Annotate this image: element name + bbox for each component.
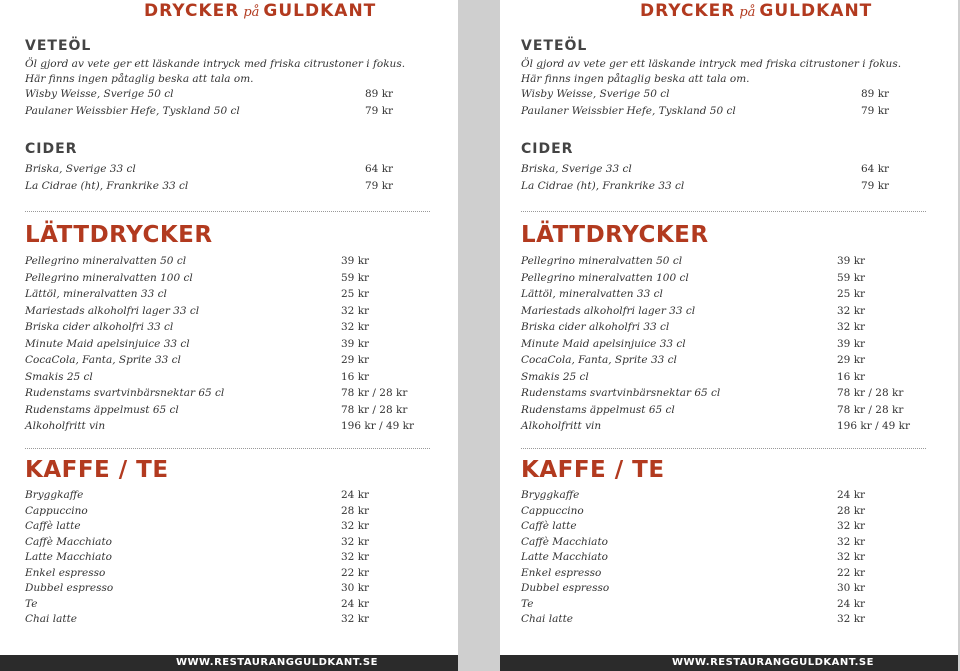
item-price: 79 kr bbox=[861, 180, 890, 192]
brand-word-drycker: DRYCKER bbox=[640, 1, 736, 21]
footer-bar bbox=[500, 655, 958, 671]
menu-item-row bbox=[25, 288, 425, 304]
item-price: 24 kr bbox=[341, 489, 370, 501]
item-name: Caffè Macchiato bbox=[521, 535, 608, 548]
item-price: 28 kr bbox=[837, 504, 866, 517]
item-price: 32 kr bbox=[837, 321, 866, 333]
item-price: 196 kr / 49 kr bbox=[837, 420, 911, 432]
brand-word-pa: på bbox=[739, 5, 756, 20]
menu-item-row bbox=[521, 567, 921, 583]
brand-word-pa: på bbox=[243, 5, 260, 20]
item-price: 29 kr bbox=[341, 354, 370, 366]
item-name: Briska cider alkoholfri 33 cl bbox=[521, 321, 670, 333]
menu-page-left bbox=[0, 0, 458, 671]
menu-item-row bbox=[521, 305, 921, 321]
item-price: 39 kr bbox=[837, 337, 866, 350]
item-price: 32 kr bbox=[341, 613, 370, 625]
menu-item-row bbox=[25, 613, 425, 629]
menu-item-row bbox=[521, 551, 921, 567]
website-url: WWW.RESTAURANGGULDKANT.SE bbox=[672, 657, 874, 668]
section-title-veteol: VETEÖL bbox=[521, 38, 588, 54]
brand-word-guldkant: GULDKANT bbox=[759, 1, 873, 21]
menu-item-row bbox=[25, 272, 425, 288]
menu-item-row bbox=[521, 387, 921, 403]
item-name: Minute Maid apelsinjuice 33 cl bbox=[25, 337, 190, 350]
menu-item-row bbox=[521, 489, 921, 505]
item-price: 32 kr bbox=[837, 551, 866, 563]
menu-item-row bbox=[25, 582, 425, 598]
item-price: 22 kr bbox=[341, 566, 370, 579]
menu-item-row bbox=[25, 551, 425, 567]
item-name: Bryggkaffe bbox=[25, 489, 84, 501]
menu-item-row bbox=[521, 163, 921, 179]
item-price: 59 kr bbox=[341, 271, 370, 284]
section-title-lattdrycker: LÄTTDRYCKER bbox=[521, 222, 709, 248]
menu-item-row bbox=[25, 598, 425, 614]
item-price: 32 kr bbox=[341, 535, 370, 548]
item-name: La Cidrae (ht), Frankrike 33 cl bbox=[25, 180, 189, 192]
item-name: Smakis 25 cl bbox=[521, 370, 589, 383]
item-name: Lättöl, mineralvatten 33 cl bbox=[521, 288, 663, 300]
item-name: Briska, Sverige 33 cl bbox=[521, 163, 632, 175]
section-title-kaffe-te: KAFFE / TE bbox=[521, 457, 665, 483]
item-name: Rudenstams svartvinbärsnektar 65 cl bbox=[25, 387, 225, 399]
item-name: Briska, Sverige 33 cl bbox=[25, 163, 136, 175]
menu-item-row bbox=[25, 305, 425, 321]
menu-item-row bbox=[521, 598, 921, 614]
item-name: CocaCola, Fanta, Sprite 33 cl bbox=[521, 354, 677, 366]
item-price: 39 kr bbox=[837, 255, 866, 267]
item-name: Dubbel espresso bbox=[521, 582, 610, 594]
item-name: Bryggkaffe bbox=[521, 489, 580, 501]
section-title-lattdrycker: LÄTTDRYCKER bbox=[25, 222, 213, 248]
item-price: 78 kr / 28 kr bbox=[837, 403, 904, 416]
item-name: Pellegrino mineralvatten 50 cl bbox=[521, 255, 683, 267]
item-name: Enkel espresso bbox=[25, 566, 106, 579]
menu-item-row bbox=[25, 420, 425, 436]
item-price: 32 kr bbox=[341, 551, 370, 563]
menu-item-row bbox=[521, 536, 921, 552]
menu-item-row bbox=[521, 180, 921, 196]
item-price: 64 kr bbox=[861, 163, 890, 175]
menu-item-row bbox=[521, 582, 921, 598]
item-name: Te bbox=[25, 597, 38, 610]
item-name: La Cidrae (ht), Frankrike 33 cl bbox=[521, 180, 685, 192]
beer-description-line1: Öl gjord av vete ger ett läskande intryck med friska citrustoner i fokus. bbox=[521, 58, 902, 70]
item-name: Alkoholfritt vin bbox=[521, 420, 602, 432]
item-name: Mariestads alkoholfri lager 33 cl bbox=[25, 304, 200, 317]
item-name: Enkel espresso bbox=[521, 566, 602, 579]
footer-bar bbox=[0, 655, 458, 671]
item-price: 24 kr bbox=[837, 489, 866, 501]
menu-item-row bbox=[521, 520, 921, 536]
menu-item-row bbox=[521, 404, 921, 420]
item-name: Caffè latte bbox=[521, 520, 577, 532]
item-price: 32 kr bbox=[837, 520, 866, 532]
section-title-cider: CIDER bbox=[521, 141, 574, 157]
brand-logo bbox=[640, 0, 872, 22]
menu-item-row bbox=[25, 371, 425, 387]
item-price: 59 kr bbox=[837, 271, 866, 284]
item-price: 24 kr bbox=[837, 597, 866, 610]
item-price: 32 kr bbox=[837, 613, 866, 625]
item-name: Pellegrino mineralvatten 100 cl bbox=[521, 271, 689, 284]
menu-item-row bbox=[521, 354, 921, 370]
item-name: Alkoholfritt vin bbox=[25, 420, 106, 432]
item-name: CocaCola, Fanta, Sprite 33 cl bbox=[25, 354, 181, 366]
item-name: Pellegrino mineralvatten 50 cl bbox=[25, 255, 187, 267]
item-price: 78 kr / 28 kr bbox=[341, 403, 408, 416]
item-price: 24 kr bbox=[341, 597, 370, 610]
item-price: 25 kr bbox=[837, 288, 866, 300]
section-title-cider: CIDER bbox=[25, 141, 78, 157]
menu-item-row bbox=[25, 321, 425, 337]
item-name: Cappuccino bbox=[25, 504, 88, 517]
item-price: 16 kr bbox=[837, 370, 866, 383]
menu-item-row bbox=[521, 255, 921, 271]
item-price: 32 kr bbox=[341, 304, 370, 317]
item-name: Mariestads alkoholfri lager 33 cl bbox=[521, 304, 696, 317]
menu-item-row bbox=[25, 180, 425, 196]
menu-item-row bbox=[521, 272, 921, 288]
item-price: 39 kr bbox=[341, 255, 370, 267]
brand-logo bbox=[144, 0, 376, 22]
item-price: 79 kr bbox=[365, 105, 394, 117]
item-name: Paulaner Weissbier Hefe, Tyskland 50 cl bbox=[521, 105, 736, 117]
item-price: 64 kr bbox=[365, 163, 394, 175]
item-name: Chai latte bbox=[521, 613, 574, 625]
section-divider bbox=[25, 448, 430, 449]
item-price: 196 kr / 49 kr bbox=[341, 420, 415, 432]
item-price: 32 kr bbox=[341, 321, 370, 333]
item-name: Rudenstams äppelmust 65 cl bbox=[25, 403, 179, 416]
menu-item-row bbox=[25, 520, 425, 536]
menu-item-row bbox=[521, 505, 921, 521]
menu-item-row bbox=[521, 420, 921, 436]
item-price: 79 kr bbox=[365, 180, 394, 192]
menu-item-row bbox=[25, 404, 425, 420]
item-name: Rudenstams svartvinbärsnektar 65 cl bbox=[521, 387, 721, 399]
item-name: Dubbel espresso bbox=[25, 582, 114, 594]
beer-description-line1: Öl gjord av vete ger ett läskande intryck med friska citrustoner i fokus. bbox=[25, 58, 406, 70]
menu-item-row bbox=[521, 321, 921, 337]
item-price: 32 kr bbox=[837, 535, 866, 548]
menu-item-row bbox=[25, 105, 425, 121]
item-name: Minute Maid apelsinjuice 33 cl bbox=[521, 337, 686, 350]
item-price: 32 kr bbox=[837, 304, 866, 317]
item-price: 78 kr / 28 kr bbox=[341, 387, 408, 399]
item-name: Latte Macchiato bbox=[25, 551, 112, 563]
item-price: 89 kr bbox=[365, 88, 394, 100]
section-title-veteol: VETEÖL bbox=[25, 38, 92, 54]
item-name: Caffè Macchiato bbox=[25, 535, 112, 548]
menu-item-row bbox=[25, 489, 425, 505]
section-title-kaffe-te: KAFFE / TE bbox=[25, 457, 169, 483]
menu-item-row bbox=[25, 567, 425, 583]
website-url: WWW.RESTAURANGGULDKANT.SE bbox=[176, 657, 378, 668]
menu-item-row bbox=[521, 613, 921, 629]
item-name: Wisby Weisse, Sverige 50 cl bbox=[521, 88, 670, 100]
menu-item-row bbox=[521, 88, 921, 104]
menu-item-row bbox=[521, 288, 921, 304]
section-divider bbox=[521, 448, 926, 449]
item-price: 22 kr bbox=[837, 566, 866, 579]
menu-item-row bbox=[25, 88, 425, 104]
menu-item-row bbox=[25, 338, 425, 354]
menu-item-row bbox=[521, 105, 921, 121]
brand-word-drycker: DRYCKER bbox=[144, 1, 240, 21]
item-price: 16 kr bbox=[341, 370, 370, 383]
item-name: Pellegrino mineralvatten 100 cl bbox=[25, 271, 193, 284]
brand-word-guldkant: GULDKANT bbox=[263, 1, 377, 21]
menu-item-row bbox=[25, 536, 425, 552]
item-name: Wisby Weisse, Sverige 50 cl bbox=[25, 88, 174, 100]
item-price: 89 kr bbox=[861, 88, 890, 100]
menu-item-row bbox=[25, 354, 425, 370]
item-price: 30 kr bbox=[341, 582, 370, 594]
item-price: 39 kr bbox=[341, 337, 370, 350]
menu-item-row bbox=[25, 505, 425, 521]
menu-item-row bbox=[25, 387, 425, 403]
item-name: Lättöl, mineralvatten 33 cl bbox=[25, 288, 167, 300]
item-name: Chai latte bbox=[25, 613, 78, 625]
section-divider bbox=[521, 211, 926, 212]
item-name: Rudenstams äppelmust 65 cl bbox=[521, 403, 675, 416]
item-price: 30 kr bbox=[837, 582, 866, 594]
item-price: 79 kr bbox=[861, 105, 890, 117]
item-price: 29 kr bbox=[837, 354, 866, 366]
item-price: 28 kr bbox=[341, 504, 370, 517]
item-price: 32 kr bbox=[341, 520, 370, 532]
item-name: Briska cider alkoholfri 33 cl bbox=[25, 321, 174, 333]
section-divider bbox=[25, 211, 430, 212]
item-name: Caffè latte bbox=[25, 520, 81, 532]
menu-item-row bbox=[25, 163, 425, 179]
item-name: Smakis 25 cl bbox=[25, 370, 93, 383]
menu-item-row bbox=[521, 371, 921, 387]
beer-description-line2: Här finns ingen påtaglig beska att tala om. bbox=[25, 73, 254, 85]
item-name: Paulaner Weissbier Hefe, Tyskland 50 cl bbox=[25, 105, 240, 117]
menu-item-row bbox=[25, 255, 425, 271]
item-price: 25 kr bbox=[341, 288, 370, 300]
item-name: Latte Macchiato bbox=[521, 551, 608, 563]
beer-description-line2: Här finns ingen påtaglig beska att tala om. bbox=[521, 73, 750, 85]
menu-page-right bbox=[500, 0, 958, 671]
item-name: Cappuccino bbox=[521, 504, 584, 517]
menu-item-row bbox=[521, 338, 921, 354]
item-price: 78 kr / 28 kr bbox=[837, 387, 904, 399]
item-name: Te bbox=[521, 597, 534, 610]
